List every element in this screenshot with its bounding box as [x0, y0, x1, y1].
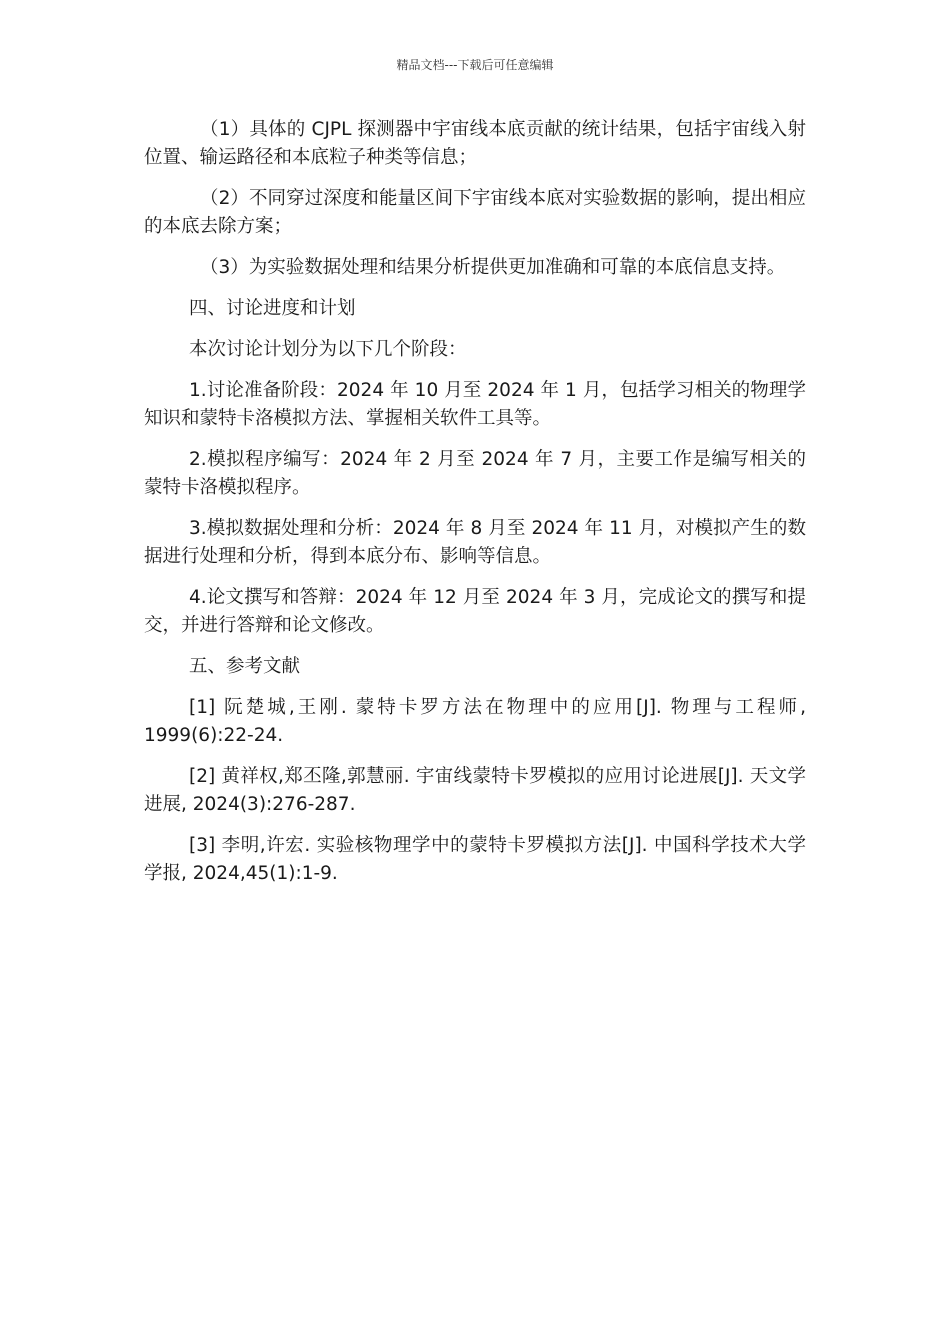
schedule-stage-4: 4.论文撰写和答辩：2024 年 12 月至 2024 年 3 月，完成论文的撰写和提交，并进行答辩和论文修改。 — [144, 587, 806, 636]
reference-2: [2] 黄祥权,郑丕隆,郭慧丽. 宇宙线蒙特卡罗模拟的应用讨论进展[J]. 天文学进展, 2024(3):276-287. — [144, 766, 806, 815]
schedule-intro: 本次讨论计划分为以下几个阶段： — [189, 339, 467, 360]
page-header: 精品文档---下载后可任意编辑 — [396, 58, 554, 72]
result-item-1: （1）具体的 CJPL 探测器中宇宙线本底贡献的统计结果，包括宇宙线入射位置、输运路径和本底粒子种类等信息； — [144, 119, 806, 168]
section-heading-references: 五、参考文献 — [189, 656, 301, 677]
result-item-2: （2）不同穿过深度和能量区间下宇宙线本底对实验数据的影响，提出相应的本底去除方案； — [144, 188, 806, 237]
reference-3: [3] 李明,许宏. 实验核物理学中的蒙特卡罗模拟方法[J]. 中国科学技术大学学报, 2024,45(1):1-9. — [144, 835, 806, 884]
schedule-stage-3: 3.模拟数据处理和分析：2024 年 8 月至 2024 年 11 月，对模拟产生的数据进行处理和分析，得到本底分布、影响等信息。 — [144, 518, 806, 567]
document-body — [144, 116, 806, 901]
reference-1: [1] 阮楚城,王刚. 蒙特卡罗方法在物理中的应用[J]. 物理与工程师, 1999(6):22-24. — [144, 697, 806, 746]
result-item-3: （3）为实验数据处理和结果分析提供更加准确和可靠的本底信息支持。 — [200, 257, 786, 278]
schedule-stage-2: 2.模拟程序编写：2024 年 2 月至 2024 年 7 月，主要工作是编写相关的蒙特卡洛模拟程序。 — [144, 449, 806, 498]
section-heading-schedule: 四、讨论进度和计划 — [189, 298, 356, 319]
schedule-stage-1: 1.讨论准备阶段：2024 年 10 月至 2024 年 1 月，包括学习相关的物理学知识和蒙特卡洛模拟方法、掌握相关软件工具等。 — [144, 380, 806, 429]
